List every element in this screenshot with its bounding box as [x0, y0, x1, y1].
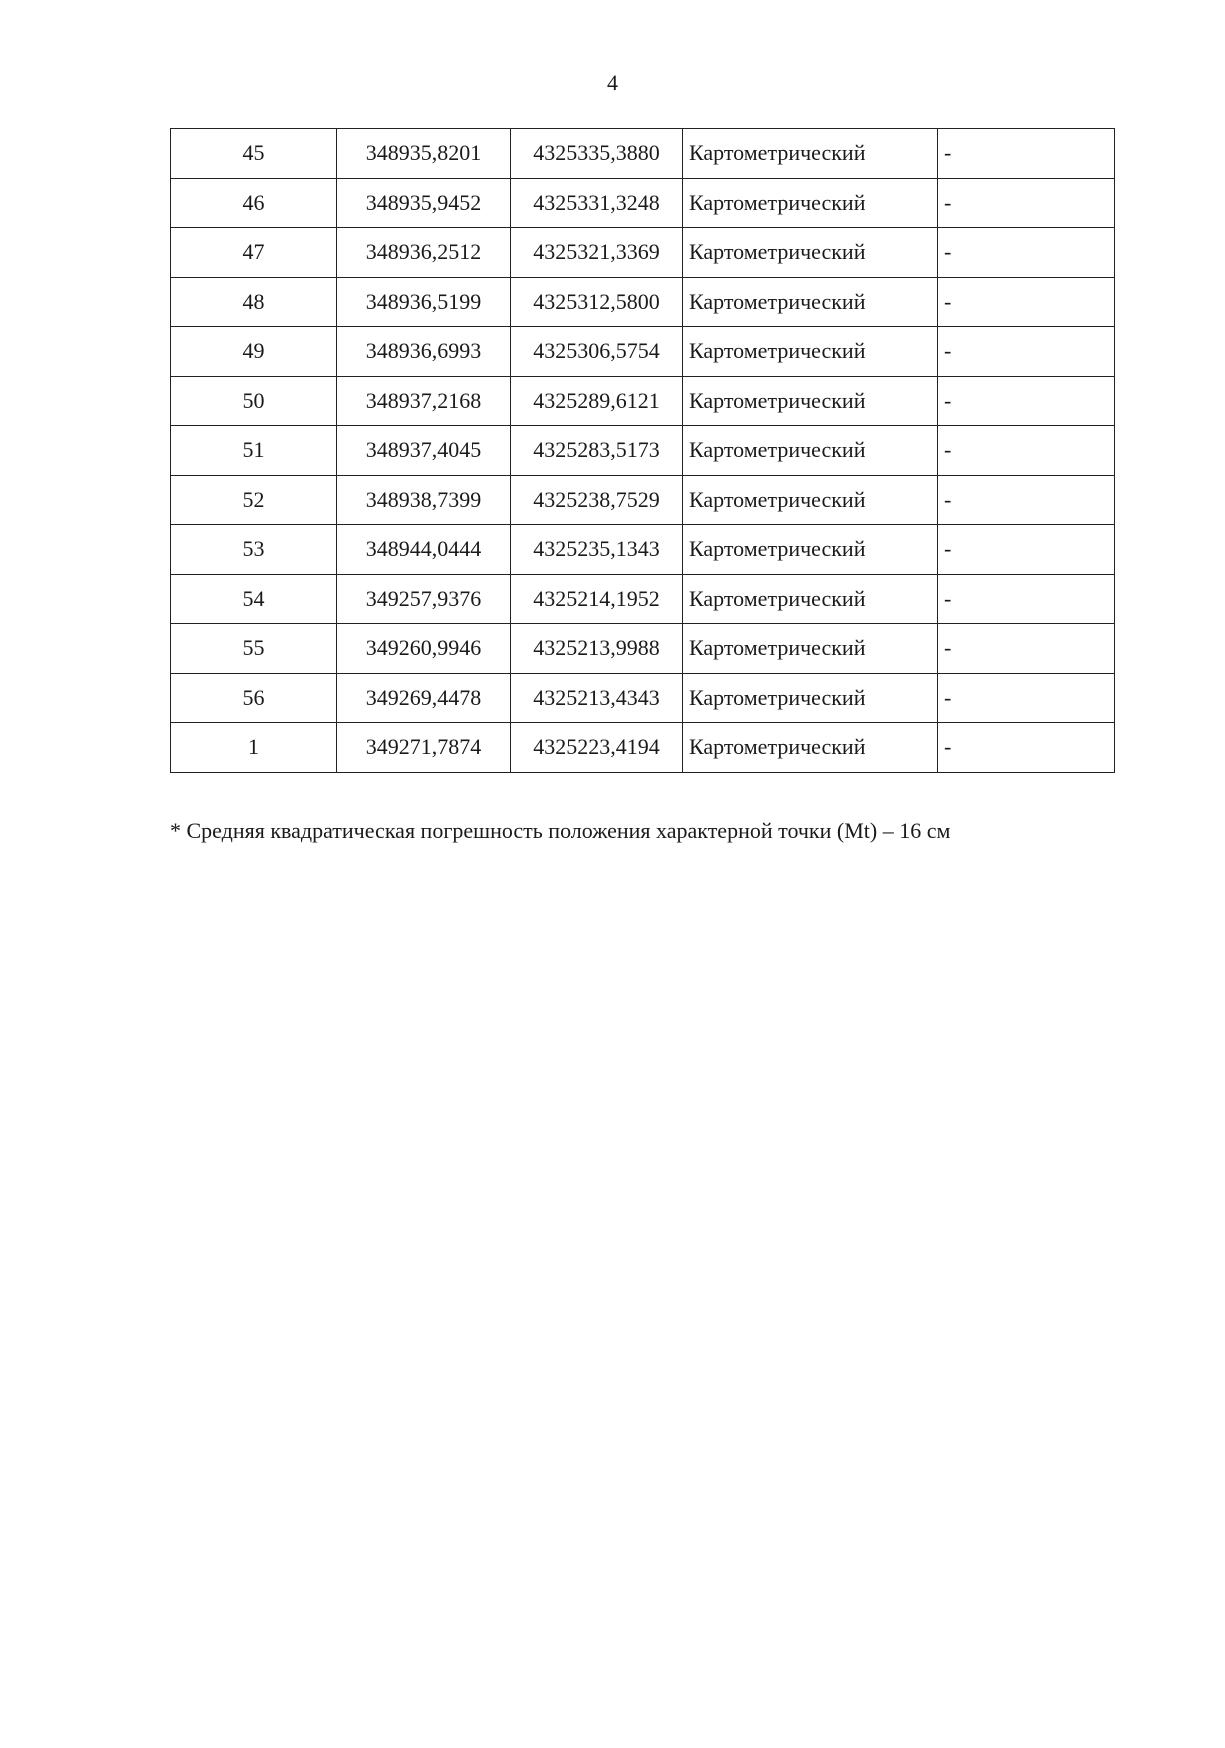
point-number-cell: 46	[171, 178, 337, 228]
y-coordinate-cell: 4325235,1343	[511, 525, 683, 575]
x-coordinate-cell: 348937,2168	[337, 376, 511, 426]
point-number-cell: 49	[171, 327, 337, 377]
table-row	[171, 673, 1115, 723]
y-coordinate-cell: 4325289,6121	[511, 376, 683, 426]
y-coordinate-cell: 4325306,5754	[511, 327, 683, 377]
table-row	[171, 624, 1115, 674]
table-row	[171, 376, 1115, 426]
table-row	[171, 327, 1115, 377]
note-cell: -	[938, 228, 1115, 278]
method-cell: Картометрический	[683, 525, 938, 575]
note-cell: -	[938, 426, 1115, 476]
point-number-cell: 47	[171, 228, 337, 278]
table-row	[171, 525, 1115, 575]
x-coordinate-cell: 349271,7874	[337, 723, 511, 773]
y-coordinate-cell: 4325223,4194	[511, 723, 683, 773]
x-coordinate-cell: 348944,0444	[337, 525, 511, 575]
point-number-cell: 56	[171, 673, 337, 723]
y-coordinate-cell: 4325335,3880	[511, 129, 683, 179]
method-cell: Картометрический	[683, 723, 938, 773]
point-number-cell: 1	[171, 723, 337, 773]
point-number-cell: 48	[171, 277, 337, 327]
y-coordinate-cell: 4325214,1952	[511, 574, 683, 624]
method-cell: Картометрический	[683, 376, 938, 426]
note-cell: -	[938, 178, 1115, 228]
method-cell: Картометрический	[683, 624, 938, 674]
note-cell: -	[938, 723, 1115, 773]
point-number-cell: 51	[171, 426, 337, 476]
method-cell: Картометрический	[683, 277, 938, 327]
method-cell: Картометрический	[683, 129, 938, 179]
y-coordinate-cell: 4325213,9988	[511, 624, 683, 674]
point-number-cell: 52	[171, 475, 337, 525]
point-number-cell: 55	[171, 624, 337, 674]
point-number-cell: 50	[171, 376, 337, 426]
page-number: 4	[607, 70, 618, 95]
method-cell: Картометрический	[683, 673, 938, 723]
x-coordinate-cell: 349257,9376	[337, 574, 511, 624]
x-coordinate-cell: 348936,6993	[337, 327, 511, 377]
table-row	[171, 178, 1115, 228]
point-number-cell: 53	[171, 525, 337, 575]
table-body	[171, 129, 1115, 773]
point-number-cell: 45	[171, 129, 337, 179]
point-number-cell: 54	[171, 574, 337, 624]
note-cell: -	[938, 327, 1115, 377]
method-cell: Картометрический	[683, 426, 938, 476]
x-coordinate-cell: 349269,4478	[337, 673, 511, 723]
x-coordinate-cell: 348938,7399	[337, 475, 511, 525]
note-cell: -	[938, 525, 1115, 575]
table-row	[171, 277, 1115, 327]
table-row	[171, 129, 1115, 179]
y-coordinate-cell: 4325283,5173	[511, 426, 683, 476]
method-cell: Картометрический	[683, 574, 938, 624]
coordinates-table	[170, 128, 1115, 773]
table-row	[171, 228, 1115, 278]
table-row	[171, 723, 1115, 773]
y-coordinate-cell: 4325331,3248	[511, 178, 683, 228]
y-coordinate-cell: 4325238,7529	[511, 475, 683, 525]
x-coordinate-cell: 348935,8201	[337, 129, 511, 179]
note-cell: -	[938, 673, 1115, 723]
x-coordinate-cell: 348936,5199	[337, 277, 511, 327]
x-coordinate-cell: 348936,2512	[337, 228, 511, 278]
y-coordinate-cell: 4325312,5800	[511, 277, 683, 327]
footnote: * Средняя квадратическая погрешность положения характерной точки (Mt) – 16 см	[170, 818, 951, 843]
note-cell: -	[938, 376, 1115, 426]
y-coordinate-cell: 4325213,4343	[511, 673, 683, 723]
y-coordinate-cell: 4325321,3369	[511, 228, 683, 278]
x-coordinate-cell: 349260,9946	[337, 624, 511, 674]
x-coordinate-cell: 348935,9452	[337, 178, 511, 228]
table-row	[171, 426, 1115, 476]
note-cell: -	[938, 624, 1115, 674]
note-cell: -	[938, 277, 1115, 327]
table-row	[171, 574, 1115, 624]
note-cell: -	[938, 574, 1115, 624]
note-cell: -	[938, 129, 1115, 179]
note-cell: -	[938, 475, 1115, 525]
table-row	[171, 475, 1115, 525]
method-cell: Картометрический	[683, 327, 938, 377]
method-cell: Картометрический	[683, 178, 938, 228]
method-cell: Картометрический	[683, 475, 938, 525]
method-cell: Картометрический	[683, 228, 938, 278]
x-coordinate-cell: 348937,4045	[337, 426, 511, 476]
